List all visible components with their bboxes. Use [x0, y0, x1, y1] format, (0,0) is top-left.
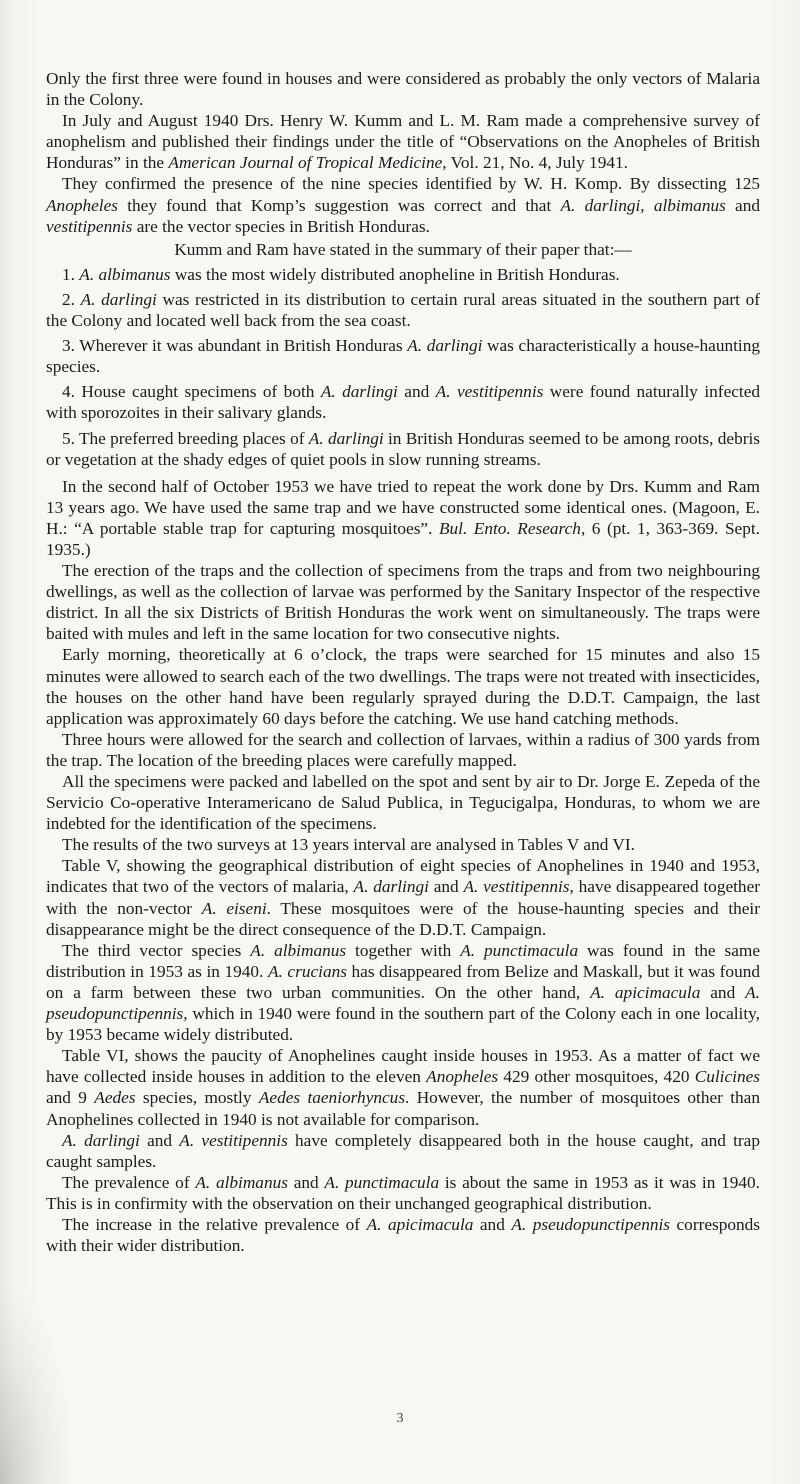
text-run: in British Honduras seemed to be among roots, debris or vegetation at the shady edges of quiet pools in slow running streams.	[46, 428, 760, 469]
paragraph	[46, 1172, 760, 1214]
text-run: and	[700, 982, 746, 1002]
italic-text: A. eiseni	[201, 898, 267, 918]
italic-text: A. darlingi	[62, 1130, 140, 1150]
italic-text: A. darlingi	[308, 428, 384, 448]
text-run: All the specimens were packed and labelled on the spot and sent by air to Dr. Jorge E. Zepeda of the Servicio Co-operative Interamericano de Salud Publica, in Tegucigalpa, Honduras, to whom we are indebted for the identification of the specimens.	[46, 772, 760, 834]
scan-shadow	[0, 1290, 70, 1484]
text-run: was restricted in its distribution to certain rural areas situated in the southern part of the Colony and located well back from the sea coast.	[46, 289, 761, 331]
text-run: . However, the number of mosquitoes other than Anophelines collected in 1940 is not available for comparison.	[46, 1088, 760, 1129]
text-run: was characteristically a house-haunting species.	[46, 336, 760, 377]
paragraph	[46, 239, 760, 260]
italic-text: A. apicimacula	[366, 1214, 474, 1234]
text-run: Three hours were allowed for the search and collection of larvaes, within a radius of 300 yards from the trap. The location of the breeding places were carefully mapped.	[46, 729, 760, 770]
text-run: In July and August 1940 Drs. Henry W. Kumm and L. M. Ram made a comprehensive survey of anophelism and published their findings under the title of “Observations on the Anopheles of British Honduras” in the	[46, 111, 760, 173]
list-item	[46, 381, 760, 423]
italic-text: A. punctimacula	[460, 940, 579, 960]
text-run: was the most widely distributed anopheline in British Honduras.	[170, 264, 620, 284]
italic-text: A. vestitipennis	[463, 877, 570, 897]
italic-text: Culicines	[694, 1067, 760, 1087]
paragraph	[46, 110, 760, 173]
text-run: was found in the same distribution in 1953 as in 1940.	[46, 940, 760, 981]
italic-text: American Journal of Tropical Medicine	[168, 153, 443, 173]
text-run: Early morning, theoretically at 6 o’clock, the traps were searched for 15 minutes and also 15 minutes were allowed to search each of the two dwellings. The traps were not treated with insecticides, the houses on the other hand have been regularly sprayed during the D.D.T. Campaign, the last application was approximately 60 days before the catching. We use hand catching methods.	[46, 645, 760, 728]
text-run: The third vector species	[62, 940, 251, 960]
text-run: The prevalence of	[62, 1172, 196, 1192]
text-run: , Vol. 21, No. 4, July 1941.	[442, 153, 628, 173]
text-run: and	[428, 877, 464, 897]
text-run: Table V, showing the geographical distribution of eight species of Anophelines in 1940 and 1953, indicates that two of the vectors of malaria,	[46, 856, 760, 897]
paragraph	[46, 940, 760, 1045]
italic-text: A. albimanus	[79, 264, 171, 284]
paragraph	[46, 771, 760, 834]
text-run: species, mostly	[135, 1088, 259, 1108]
page-number: 3	[396, 1411, 404, 1426]
text-run: 2.	[62, 289, 81, 309]
text-run: together with	[346, 940, 461, 960]
text-run: has disappeared from Belize and Maskall, but it was found on a farm between these two urban communities. On the other hand,	[46, 961, 760, 1002]
text-run: The increase in the relative prevalence of	[62, 1214, 367, 1234]
italic-text: A. darlingi	[353, 877, 429, 897]
text-run: 1.	[62, 264, 80, 284]
text-run: are the vector species in British Honduras.	[132, 216, 430, 236]
paragraph	[46, 173, 760, 236]
italic-text: A. vestitipennis	[179, 1130, 288, 1150]
list-item	[46, 289, 760, 331]
text-run: In the second half of October 1953 we have tried to repeat the work done by Drs. Kumm and Ram 13 years ago. We have used the same trap and we have constructed some identical ones. (Magoon, E. H.: “A portable stable trap for capturing mosquitoes”.	[46, 476, 760, 538]
text-run: The results of the two surveys at 13 years interval are analysed in Tables V and VI.	[62, 835, 635, 855]
italic-text: A. albimanus	[250, 940, 347, 960]
text-run: have completely disappeared both in the house caught, and trap caught samples.	[46, 1130, 760, 1171]
text-run: and	[287, 1172, 325, 1192]
body-text	[46, 68, 760, 1256]
text-run: , have disappeared together with the non-vector	[46, 877, 760, 918]
text-run: and	[397, 382, 436, 402]
list-item	[46, 335, 760, 377]
paragraph	[46, 1214, 760, 1256]
italic-text: vestitipennis	[46, 216, 133, 236]
italic-text: A. darlingi, albimanus	[560, 195, 726, 215]
text-run: corresponds with their wider distribution.	[46, 1214, 761, 1256]
text-run: They confirmed the presence of the nine species identified by W. H. Komp. By dissecting 125	[62, 174, 760, 194]
italic-text: Aedes	[94, 1088, 136, 1108]
italic-text: A. apicimacula	[590, 982, 701, 1002]
paragraph	[46, 855, 760, 939]
paragraph	[46, 476, 760, 560]
paragraph	[46, 1130, 760, 1172]
italic-text: Bul. Ento. Research	[438, 518, 581, 538]
text-run: Only the first three were found in houses and were considered as probably the only vectors of Malaria in the Colony.	[46, 69, 760, 110]
text-run: , 6 (pt. 1, 363-369. Sept. 1935.)	[46, 518, 760, 559]
italic-text: A. albimanus	[195, 1172, 288, 1192]
paragraph	[46, 560, 760, 644]
text-run: and 9	[46, 1088, 95, 1108]
paragraph	[46, 1045, 760, 1129]
text-run: The erection of the traps and the collection of specimens from the traps and from two neighbouring dwellings, as well as the collection of larvae was performed by the Sanitary Inspector of the respective district. In all the six Districts of British Honduras the work went on simultaneously. The traps were baited with mules and left in the same location for two consecutive nights.	[46, 561, 760, 644]
text-run: Kumm and Ram have stated in the summary of their paper that:—	[174, 239, 632, 259]
text-run: 5. The preferred breeding places of	[62, 428, 309, 448]
text-run: and	[473, 1214, 512, 1234]
text-run: Table VI, shows the paucity of Anophelines caught inside houses in 1953. As a matter of fact we have collected inside houses in addition to the eleven	[46, 1046, 760, 1087]
text-run: 4. House caught specimens of both	[62, 382, 321, 402]
paragraph	[46, 68, 760, 110]
text-run: they found that Komp’s suggestion was correct and that	[118, 195, 561, 215]
text-run: were found naturally infected with sporozoites in their salivary glands.	[46, 382, 761, 423]
list-item	[46, 428, 760, 470]
list-item	[46, 264, 760, 285]
italic-text: Anopheles	[426, 1067, 499, 1087]
text-run: 429 other mosquitoes, 420	[498, 1067, 695, 1087]
italic-text: A. crucians	[267, 961, 347, 981]
italic-text: A. darlingi	[407, 336, 483, 356]
italic-text: Aedes taeniorhyncus	[258, 1088, 406, 1108]
italic-text: A. darlingi	[320, 382, 398, 402]
italic-text: A. darlingi	[80, 289, 157, 309]
italic-text: A. vestitipennis	[435, 382, 544, 402]
italic-text: A. pseudopunctipennis	[46, 982, 761, 1024]
paragraph	[46, 729, 760, 771]
italic-text: A. punctimacula	[324, 1172, 440, 1192]
text-run: , which in 1940 were found in the southern part of the Colony each in one locality, by 1953 became widely distributed.	[46, 1004, 760, 1045]
italic-text: Anopheles	[46, 195, 118, 215]
text-run: and	[139, 1130, 180, 1150]
text-run: . These mosquitoes were of the house-haunting species and their disappearance might be the direct consequence of the D.D.T. Campaign.	[46, 898, 760, 939]
text-run: and	[725, 195, 761, 215]
paragraph	[46, 644, 760, 728]
italic-text: A. pseudopunctipennis	[511, 1214, 671, 1234]
text-run: 3. Wherever it was abundant in British Honduras	[62, 336, 408, 356]
paragraph	[46, 834, 760, 855]
text-run: is about the same in 1953 as it was in 1940. This is in confirmity with the observation on their unchanged geographical distribution.	[46, 1172, 760, 1213]
